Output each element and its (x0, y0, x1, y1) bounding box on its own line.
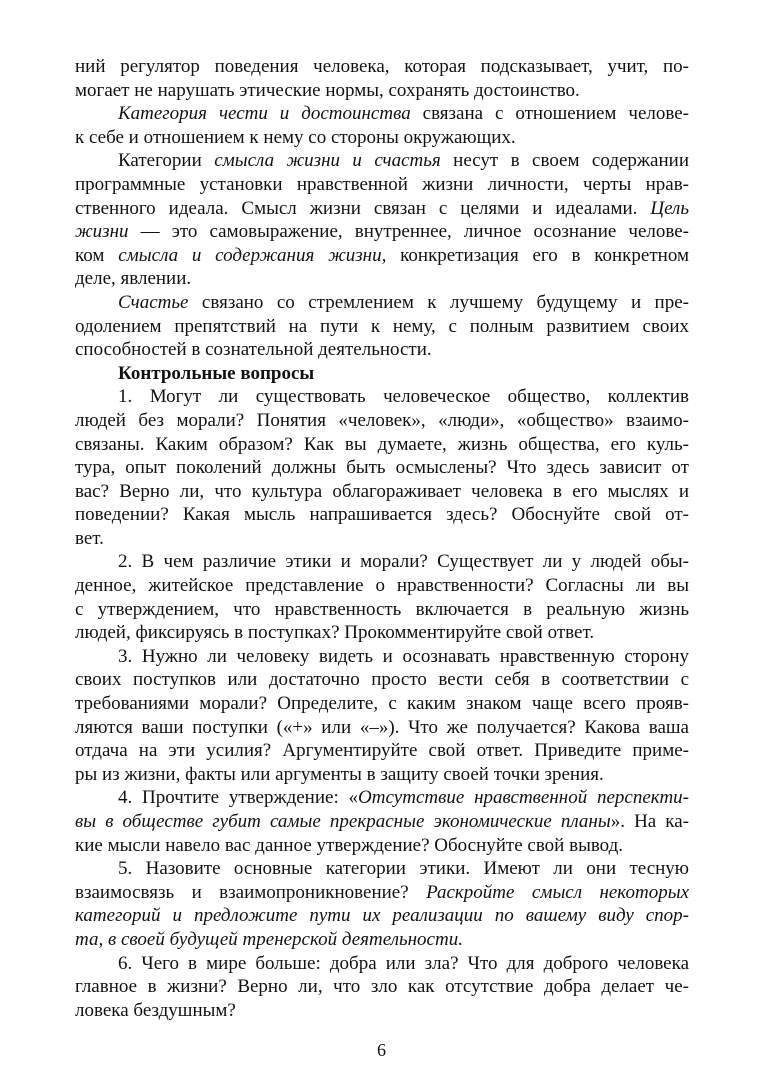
page-text (75, 55, 689, 1022)
text-segment: ственного идеала. Смысл жизни связан с целями и идеалами. (75, 197, 651, 219)
text-line (75, 126, 689, 150)
text-segment: 2. В чем различие этики и морали? Существует ли у людей обы- (118, 551, 689, 573)
text-segment: программные установки нравственной жизни личности, черты нрав- (75, 173, 689, 195)
text-segment: своих поступков или достаточно просто вести себя в соответствии с (75, 669, 689, 691)
text-line (75, 598, 689, 622)
text-segment: людей, фиксируясь в поступках? Прокомментируйте свой ответ. (75, 622, 595, 644)
text-line (75, 315, 689, 339)
text-line (75, 173, 689, 197)
text-segment: 1. Могут ли существовать человеческое общество, коллектив (118, 386, 689, 408)
text-segment: 5. Назовите основные категории этики. Имеют ли они тесную (118, 858, 689, 880)
text-segment: 6. Чего в мире больше: добра или зла? Что для доброго человека (118, 952, 689, 974)
page-number: 6 (377, 1040, 386, 1060)
italic-text: жизни (75, 221, 129, 243)
italic-text: Отсутствие нравственной перспекти- (358, 787, 689, 809)
text-segment: конкретизация его в конкретном (386, 244, 689, 266)
text-line (75, 574, 689, 598)
text-line (75, 857, 689, 881)
text-segment: способностей в сознательной деятельности. (75, 339, 432, 361)
italic-text: Цель (650, 197, 689, 219)
text-line (75, 456, 689, 480)
text-line (75, 244, 689, 268)
text-segment: главное в жизни? Верно ли, что зло как отсутствие добра делает че- (75, 976, 689, 998)
text-line (75, 739, 689, 763)
italic-text: смысла и содержания жизни, (118, 244, 387, 266)
text-segment: ком (75, 244, 119, 266)
italic-text: Счастье (118, 291, 189, 313)
text-segment: 3. Нужно ли человеку видеть и осознавать нравственную сторону (118, 645, 689, 667)
text-segment: с утверждением, что нравственность включается в реальную жизнь (75, 598, 689, 620)
text-segment: могает не нарушать этические нормы, сохранять достоинство. (75, 79, 580, 101)
text-segment: людей без морали? Понятия «человек», «люди», «общество» взаимо- (75, 409, 689, 431)
text-line (75, 197, 689, 221)
text-segment: ний регулятор поведения человека, которая подсказывает, учит, по- (75, 56, 689, 77)
italic-text: Категория чести и достоинства (118, 103, 411, 125)
text-line (75, 480, 689, 504)
text-line (75, 716, 689, 740)
text-segment: взаимосвязь и взаимопроникновение? (75, 881, 427, 903)
text-segment: ляются ваши поступки («+» или «–»). Что же получается? Какова ваша (75, 716, 689, 738)
text-line (75, 621, 689, 645)
text-line (75, 220, 689, 244)
text-line (75, 527, 689, 551)
text-line (75, 668, 689, 692)
text-segment: несут в своем содержании (440, 150, 689, 172)
text-segment: денное, житейское представление о нравственности? Согласны ли вы (75, 575, 689, 597)
text-line (75, 291, 689, 315)
text-line (75, 338, 689, 362)
text-line (75, 975, 689, 999)
text-segment: 4. Прочтите утверждение: « (118, 787, 359, 809)
text-line (75, 952, 689, 976)
text-segment: деле, явлении. (75, 268, 192, 290)
italic-text: Раскройте смысл некоторых (426, 881, 689, 903)
text-line (75, 362, 689, 386)
text-line (75, 763, 689, 787)
text-segment: связаны. Каким образом? Как вы думаете, жизнь общества, его куль- (75, 433, 689, 455)
text-line (75, 999, 689, 1023)
text-line (75, 786, 689, 810)
italic-text: та, в своей будущей тренерской деятельности. (75, 928, 463, 950)
text-line (75, 881, 689, 905)
italic-text: смысла жизни и счастья (214, 150, 441, 172)
text-segment: одолением препятствий на пути к нему, с полным развитием своих (75, 315, 689, 337)
text-line (75, 385, 689, 409)
text-segment: вет. (75, 527, 104, 549)
text-line (75, 267, 689, 291)
heading-text: Контрольные вопросы (118, 362, 315, 384)
text-line (75, 409, 689, 433)
text-line (75, 79, 689, 103)
text-segment: поведении? Какая мысль напрашивается здесь? Обоснуйте свой от- (75, 504, 689, 526)
text-line (75, 149, 689, 173)
text-segment: связана с отношением челове- (410, 103, 689, 125)
text-line (75, 550, 689, 574)
text-segment: ловека бездушным? (75, 999, 236, 1021)
text-segment: — это самовыражение, внутреннее, личное осознание челове- (128, 221, 689, 243)
text-line (75, 645, 689, 669)
text-line (75, 834, 689, 858)
text-segment: ». На ка- (610, 811, 689, 832)
text-segment: ры из жизни, факты или аргументы в защиту своей точки зрения. (75, 763, 604, 785)
text-line (75, 904, 689, 928)
text-line (75, 503, 689, 527)
text-line (75, 810, 689, 834)
italic-text: вы в обществе губит самые прекрасные экономические планы (75, 811, 611, 832)
text-line (75, 928, 689, 952)
text-segment: связано со стремлением к лучшему будущему и пре- (188, 291, 689, 313)
text-line (75, 692, 689, 716)
text-segment: кие мысли навело вас данное утверждение? Обоснуйте свой вывод. (75, 834, 624, 856)
italic-text: категорий и предложите пути их реализации по вашему виду спор- (75, 905, 689, 927)
text-segment: Категории (118, 150, 215, 172)
text-segment: вас? Верно ли, что культура облагораживает человека в его мыслях и (75, 480, 689, 502)
text-segment: требованиями морали? Определите, с каким знаком чаще всего прояв- (75, 693, 689, 715)
text-line (75, 433, 689, 457)
text-segment: тура, опыт поколений должны быть осмыслены? Что здесь зависит от (75, 457, 689, 479)
text-segment: отдача на эти усилия? Аргументируйте свой ответ. Приведите приме- (75, 740, 689, 762)
text-line (75, 55, 689, 79)
text-line (75, 102, 689, 126)
text-segment: к себе и отношением к нему со стороны окружающих. (75, 126, 516, 148)
